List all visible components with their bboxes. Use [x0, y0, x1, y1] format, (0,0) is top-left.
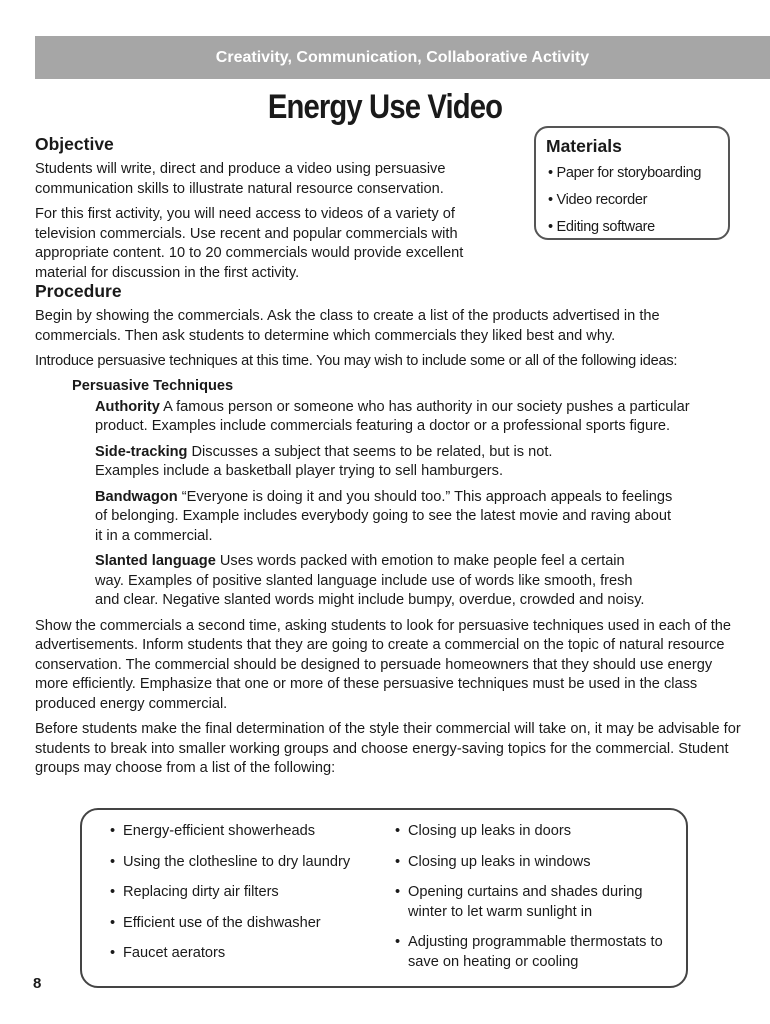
- technique-term: Authority: [95, 398, 160, 415]
- list-item: • Video recorder: [548, 192, 648, 208]
- procedure-paragraph-3: Show the commercials a second time, asking students to look for persuasive techniques used in each of the advertisements. Inform students that they are going to create a commercial on the topic of natural resource conservation. The commercial should be designed to persuade homeowners that they should use energy more efficiently. Emphasize that one or more of these persuasive techniques must be used in the class produced energy commercial.: [35, 617, 732, 712]
- list-item: • Closing up leaks in windows: [395, 853, 591, 870]
- procedure-body: [35, 307, 745, 785]
- procedure-paragraph-1: Begin by showing the commercials. Ask the class to create a list of the products advertised in the commercials. Then ask students to determine which commercials they liked best and why.: [35, 308, 660, 344]
- topics-list-left: [110, 822, 395, 975]
- page-title: Energy Use Video: [267, 88, 503, 126]
- objective-paragraph-2: For this first activity, you will need access to videos of a variety of television commercials. Use recent and popular commercials with appropriate content. 10 to 20 commercials would provide excellent material for discussion in the first activity.: [35, 206, 464, 281]
- page-number: 8: [33, 975, 42, 992]
- objective-paragraph-1: Students will write, direct and produce a video using persuasive communication skills to illustrate natural resource conservation.: [35, 161, 446, 197]
- technique-term: Slanted language: [95, 553, 216, 569]
- list-item: • Adjusting programmable thermostats to save on heating or cooling: [395, 934, 663, 970]
- list-item: • Paper for storyboarding: [548, 165, 702, 181]
- technique-slanted-language: [95, 552, 655, 611]
- procedure-heading: Procedure: [35, 281, 122, 301]
- list-item: • Closing up leaks in doors: [395, 823, 572, 839]
- objective-heading: Objective: [35, 134, 114, 154]
- technique-bandwagon: [95, 488, 675, 547]
- list-item: • Faucet aerators: [110, 945, 226, 961]
- materials-heading: Materials: [546, 136, 622, 156]
- technique-side-tracking: [95, 443, 615, 482]
- list-item: • Replacing dirty air filters: [110, 884, 279, 900]
- materials-box: [534, 126, 730, 240]
- technique-description: A famous person or someone who has authority in our society pushes a particular product. Examples include commercials featuring a doctor or a professional sports figure.: [95, 398, 690, 434]
- technique-term: Side-tracking: [95, 443, 188, 460]
- list-item: • Using the clothesline to dry laundry: [110, 853, 351, 870]
- technique-authority: [95, 398, 715, 437]
- topics-box: [80, 808, 688, 988]
- procedure-paragraph-2: Introduce persuasive techniques at this time. You may wish to include some or all of the following ideas:: [35, 353, 678, 369]
- materials-list: [548, 160, 701, 241]
- list-item: • Editing software: [548, 219, 655, 235]
- list-item: • Energy-efficient showerheads: [110, 823, 315, 839]
- section-banner: Creativity, Communication, Collaborative Activity: [35, 36, 770, 79]
- list-item: • Opening curtains and shades during winter to let warm sunlight in: [395, 884, 643, 920]
- technique-description: Discusses a subject that seems to be related, but is not. Examples include a basketball player trying to sell hamburgers.: [95, 443, 553, 479]
- topics-list-right: [395, 822, 685, 983]
- objective-body: [35, 160, 505, 283]
- list-item: • Efficient use of the dishwasher: [110, 914, 321, 931]
- technique-description: “Everyone is doing it and you should too.” This approach appeals to feelings of belonging. Example includes everybody going to see the latest movie and raving about it in a commercial.: [95, 488, 673, 544]
- procedure-paragraph-4: Before students make the final determination of the style their commercial will take on, it may be advisable for students to break into smaller working groups and choose energy-saving topics for the commercial. Student groups may choose from a list of the following:: [35, 721, 741, 776]
- technique-description: Uses words packed with emotion to make people feel a certain way. Examples of positive slanted language include use of words like smooth, fresh and clear. Negative slanted words might include bumpy, overdue, crowded and noisy.: [95, 553, 645, 608]
- techniques-heading: Persuasive Techniques: [72, 377, 234, 394]
- technique-term: Bandwagon: [95, 488, 178, 505]
